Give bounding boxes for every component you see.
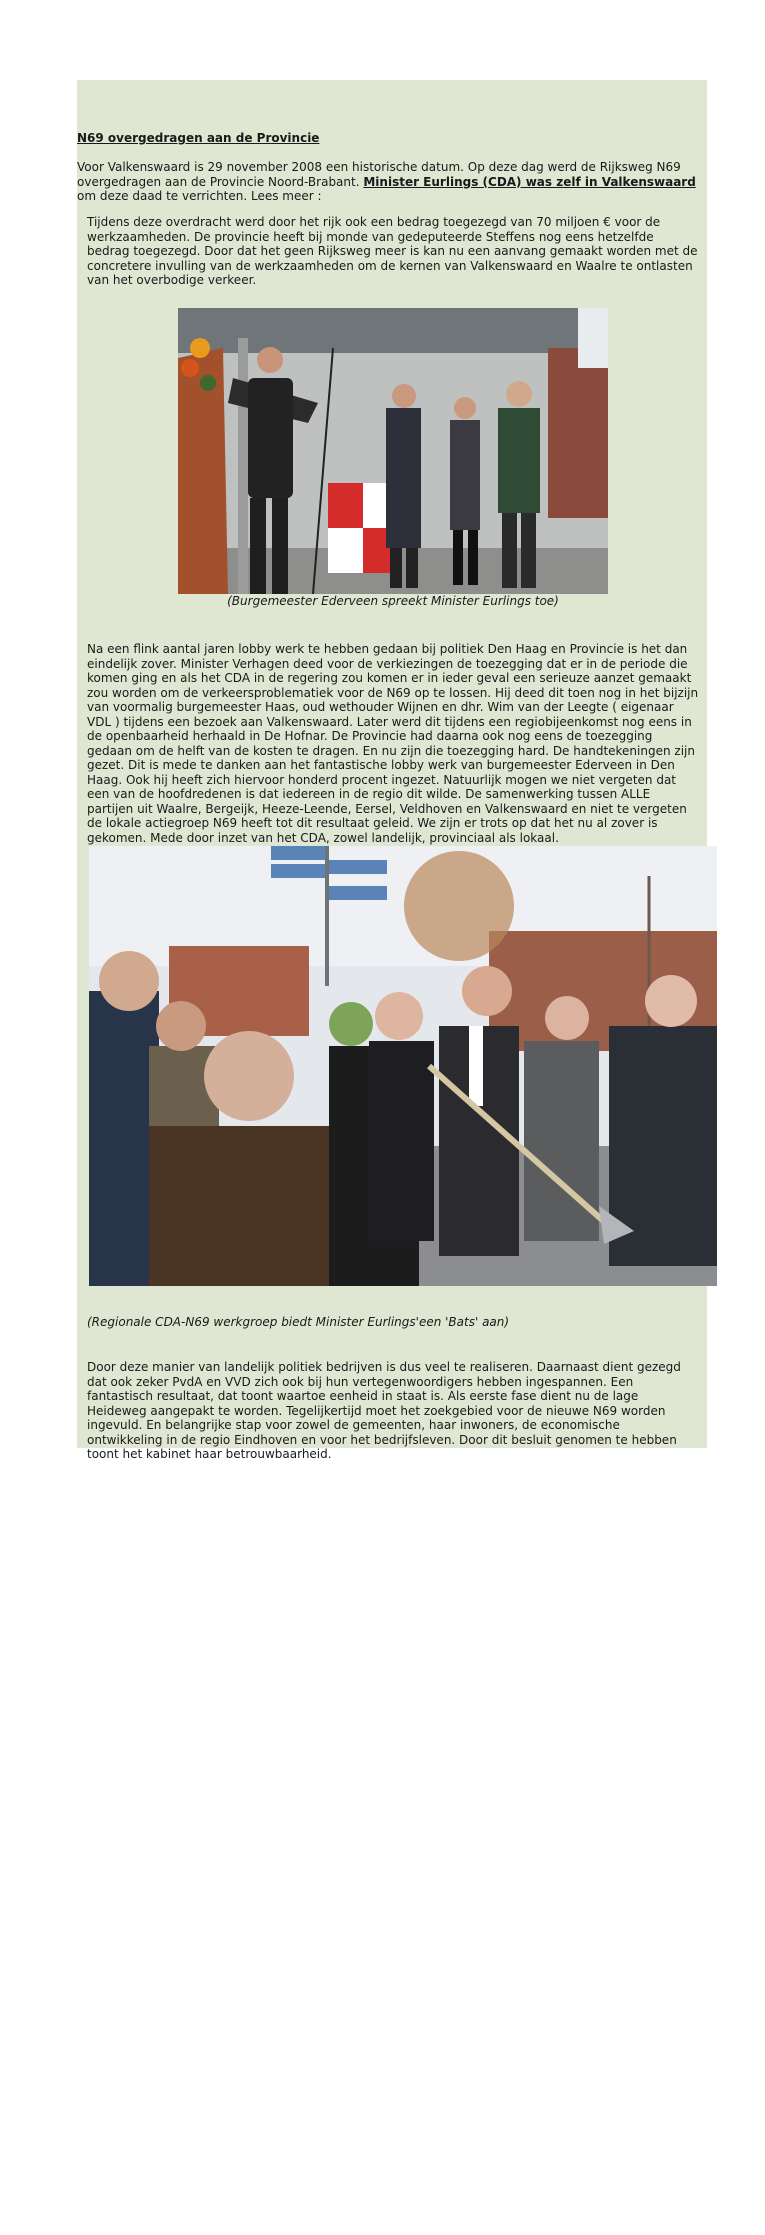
article-title: N69 overgedragen aan de Provincie	[77, 131, 320, 145]
intro-tail: om deze daad te verrichten. Lees meer :	[77, 189, 322, 203]
photo-speech-stage	[178, 308, 608, 594]
paragraph-funding: Tijdens deze overdracht werd door het rijk ook een bedrag toegezegd van 70 miljoen € voor de werkzaamheden. De provincie heeft bij monde van gedeputeerde Steffens nog eens hetzelfde bedrag toegezegd. Door dat het geen Rijksweg meer is kan nu een aanvang gemaakt worden met de concretere invulling van de werkzaamheden om de kernen van Valkenswaard en Waalre te ontlasten van het overbodige verkeer.	[87, 215, 698, 287]
paragraph-lobby: Na een flink aantal jaren lobby werk te hebben gedaan bij politiek Den Haag en Provincie is het dan eindelijk zover. Minister Verhagen deed voor de verkiezingen de toezegging dat er in de periode die komen ging en als het CDA in de regering zou komen er in ieder geval een serieuze aanzet gemaakt zou worden om de verkeersproblematiek voor de N69 op te lossen. Hij deed dit toen nog in het bijzijn van voormalig burgemeester Haas, oud wethouder Wijnen en dhr. Wim van der Leegte ( eigenaar VDL ) tijdens een bezoek aan Valkenswaard. Later werd dit tijdens een regiobijeenkomst nog eens in de openbaarheid herhaald in De Hofnar. De Provincie had daarna ook nog eens de toezegging gedaan om de helft van de kosten te dragen. En nu zijn die toezegging hard. De handtekeningen zijn gezet. Dit is mede te danken aan het fantastische lobby werk van burgemeester Ederveen in Den Haag. Ook hij heeft zich hiervoor honderd procent ingezet. Natuurlijk mogen we niet vergeten dat een van de hoofdredenen is dat iedereen in de regio dit wilde. De samenwerking tussen ALLE partijen uit Waalre, Bergeijk, Heeze-Leende, Eersel, Veldhoven en Valkenswaard en niet te vergeten de lokale actiegroep N69 heeft tot dit resultaat geleid. We zijn er trots op dat het nu al zover is gekomen. Mede door inzet van het CDA, zowel landelijk, provinciaal als lokaal.	[87, 642, 699, 845]
photo-bats-presentation	[89, 846, 717, 1286]
paragraph-result: Door deze manier van landelijk politiek bedrijven is dus veel te realiseren. Daarnaast dient gezegd dat ook zeker PvdA en VVD zich ook bij hun vertegenwoordigers hebben ingespannen. Een fantastisch resultaat, dat toont waartoe eenheid in staat is. Als eerste fase dient nu de lage Heideweg aangepakt te worden. Tegelijkertijd moet het zoekgebied voor de nieuwe N69 worden ingevuld. En belangrijke stap voor zowel de gemeenten, haar inwoners, de economische ontwikkeling in de regio Eindhoven en voor het bedrijfsleven. Door dit besluit genomen te hebben toont het kabinet haar betrouwbaarheid.	[87, 1360, 681, 1461]
photo1-caption: (Burgemeester Ederveen spreekt Minister Eurlings toe)	[227, 594, 559, 608]
eurlings-link[interactable]: Minister Eurlings (CDA) was zelf in Valkenswaard	[363, 174, 696, 189]
intro-paragraph	[77, 160, 702, 204]
intro-text: Voor Valkenswaard is 29 november 2008 een historische datum. Op deze dag werd de Rijksweg N69 overgedragen aan de Provincie Noord-Brabant.	[77, 160, 681, 189]
photo2-caption: (Regionale CDA-N69 werkgroep biedt Minister Eurlings'een 'Bats' aan)	[87, 1315, 510, 1329]
